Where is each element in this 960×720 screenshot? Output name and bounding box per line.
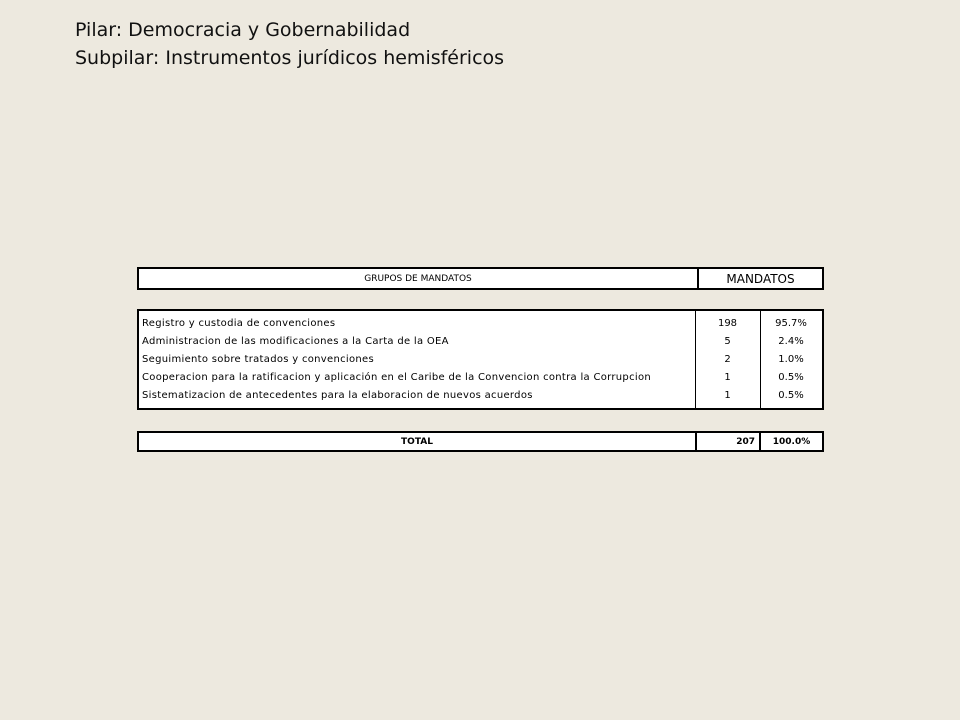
table-row — [139, 332, 822, 350]
title-block — [75, 16, 504, 72]
row-label: Sistematizacion de antecedentes para la elaboracion de nuevos acuerdos — [142, 390, 533, 402]
column-divider — [695, 311, 696, 408]
column-divider — [760, 311, 761, 408]
row-count: 2 — [724, 354, 731, 365]
row-count: 5 — [724, 335, 731, 347]
row-count: 198 — [717, 317, 738, 329]
header-groups: GRUPOS DE MANDATOS — [139, 269, 699, 288]
table-row — [139, 314, 822, 332]
table-body — [137, 309, 824, 410]
row-label: Administracion de las modificaciones a la Carta de la OEA — [142, 335, 449, 347]
row-label: Cooperacion para la ratificacion y aplicación en el Caribe de la Convencion contra la Corrupcion — [142, 372, 652, 384]
total-percent: 100.0% — [772, 436, 811, 447]
row-label: Seguimiento sobre tratados y convenciones — [142, 354, 375, 365]
table-row — [139, 387, 822, 405]
row-count: 1 — [724, 390, 731, 402]
table-row — [139, 369, 822, 387]
total-label: TOTAL — [139, 433, 697, 450]
header-mandates: MANDATOS — [726, 271, 795, 286]
row-percent: 95.7% — [775, 317, 807, 329]
row-percent: 0.5% — [778, 372, 804, 384]
subpilar-title: Subpilar: Instrumentos jurídicos hemisféricos — [75, 47, 505, 69]
row-percent: 2.4% — [778, 335, 804, 347]
row-percent: 1.0% — [778, 354, 804, 365]
table-total — [137, 431, 824, 452]
row-percent: 0.5% — [778, 390, 804, 402]
row-label: Registro y custodia de convenciones — [142, 317, 336, 329]
total-count: 207 — [697, 433, 761, 450]
table-row — [139, 350, 822, 368]
table-header — [137, 267, 824, 290]
row-count: 1 — [724, 372, 731, 384]
pilar-title: Pilar: Democracia y Gobernabilidad — [75, 19, 411, 41]
